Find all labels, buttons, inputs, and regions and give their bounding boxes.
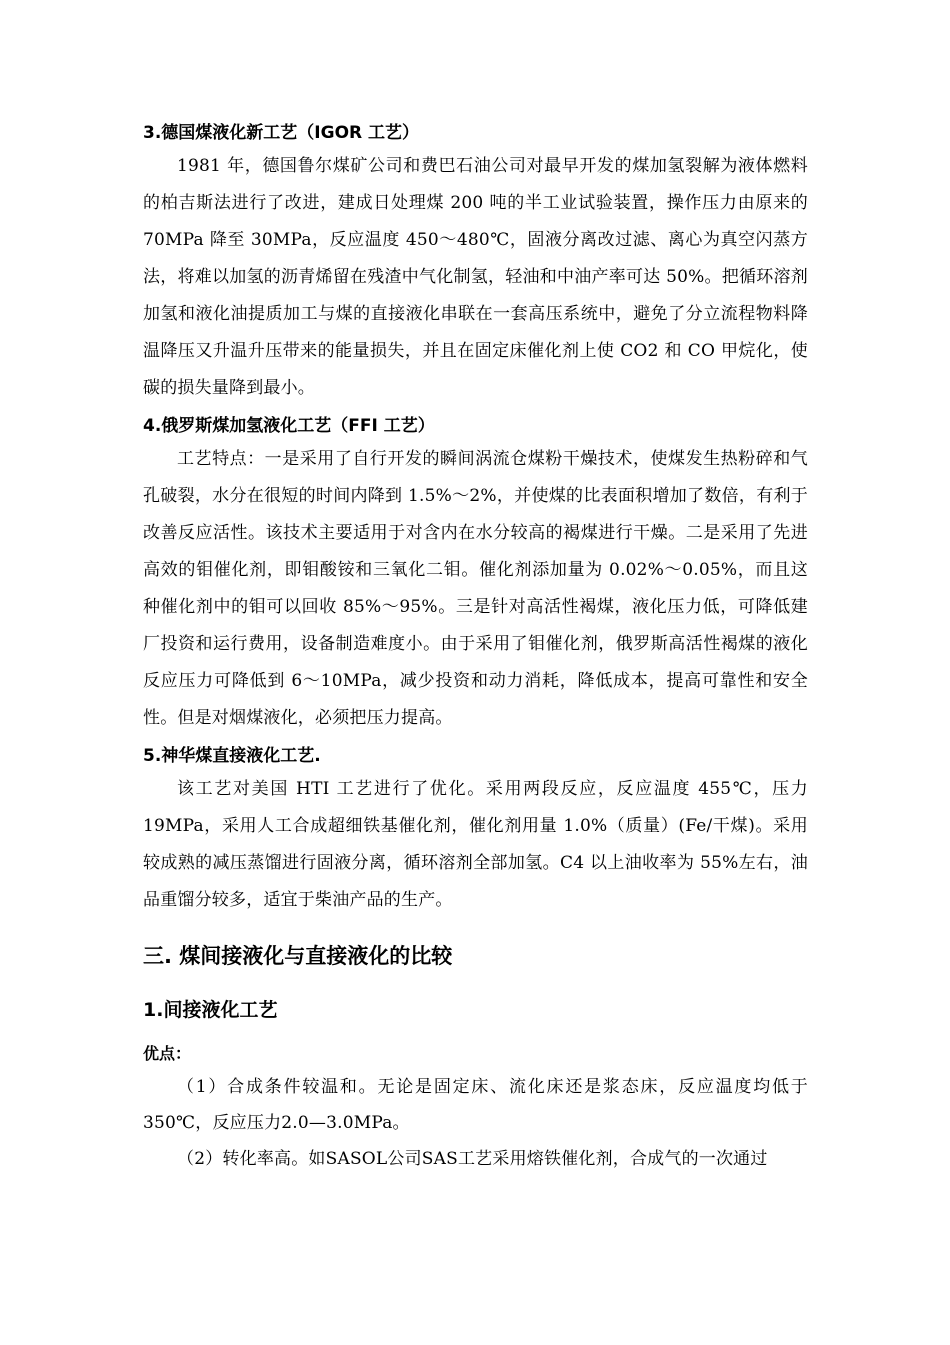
list-item-advantage-2: （2）转化率高。如SASOL公司SAS工艺采用熔铁催化剂，合成气的一次通过 bbox=[177, 1149, 768, 1169]
paragraph-igor-process: 1981 年，德国鲁尔煤矿公司和费巴石油公司对最早开发的煤加氢裂解为液体燃料的柏吉斯法进行了改进，建成日处理煤 200 吨的半工业试验装置，操作压力由原来的 70MPa 降至 30MPa，反应温度 450～480℃，固液分离改过滤、离心为真空闪蒸方法，将难以加氢的沥青烯留在残渣中气化制氢，轻油和中油产率可达 50%。把循环溶剂加氢和液化油提质加工与煤的直接液化串联在一套高压系统中，避免了分立流程物料降温降压又升温升压带来的能量损失，并且在固定床催化剂上使 CO2 和 CO 甲烷化，使碳的损失量降到最小。 bbox=[143, 156, 808, 398]
paragraph-ffi-process: 工艺特点：一是采用了自行开发的瞬间涡流仓煤粉干燥技术，使煤发生热粉碎和气孔破裂，水分在很短的时间内降到 1.5%～2%，并使煤的比表面积增加了数倍，有利于改善反应活性。该技术主要适用于对含内在水分较高的褐煤进行干燥。二是采用了先进高效的钼催化剂，即钼酸铵和三氧化二钼。催化剂添加量为 0.02%～0.05%，而且这种催化剂中的钼可以回收 85%～95%。三是针对高活性褐煤，液化压力低，可降低建厂投资和运行费用，设备制造难度小。由于采用了钼催化剂，俄罗斯高活性褐煤的液化反应压力可降低到 6～10MPa，减少投资和动力消耗，降低成本，提高可靠性和安全性。但是对烟煤液化，必须把压力提高。 bbox=[143, 449, 808, 728]
heading-indirect-liquefaction: 1.间接液化工艺 bbox=[143, 999, 278, 1021]
label-advantages: 优点： bbox=[143, 1044, 192, 1063]
heading-igor-process: 3.德国煤液化新工艺（IGOR 工艺） bbox=[143, 123, 420, 143]
heading-section-three: 三. 煤间接液化与直接液化的比较 bbox=[143, 944, 453, 968]
list-item-advantage-1: （1）合成条件较温和。无论是固定床、流化床还是浆态床，反应温度均低于 350℃，反应压力2.0—3.0MPa。 bbox=[143, 1077, 808, 1133]
paragraph-shenhua-process: 该工艺对美国 HTI 工艺进行了优化。采用两段反应，反应温度 455℃，压力 19MPa，采用人工合成超细铁基催化剂，催化剂用量 1.0%（质量）(Fe/干煤)。采用较成熟的减压蒸馏进行固液分离，循环溶剂全部加氢。C4 以上油收率为 55%左右，油品重馏分较多，适宜于柴油产品的生产。 bbox=[143, 779, 808, 910]
page-content bbox=[143, 118, 808, 1177]
heading-shenhua-process: 5.神华煤直接液化工艺. bbox=[143, 746, 321, 766]
heading-ffi-process: 4.俄罗斯煤加氢液化工艺（FFI 工艺） bbox=[143, 416, 435, 436]
